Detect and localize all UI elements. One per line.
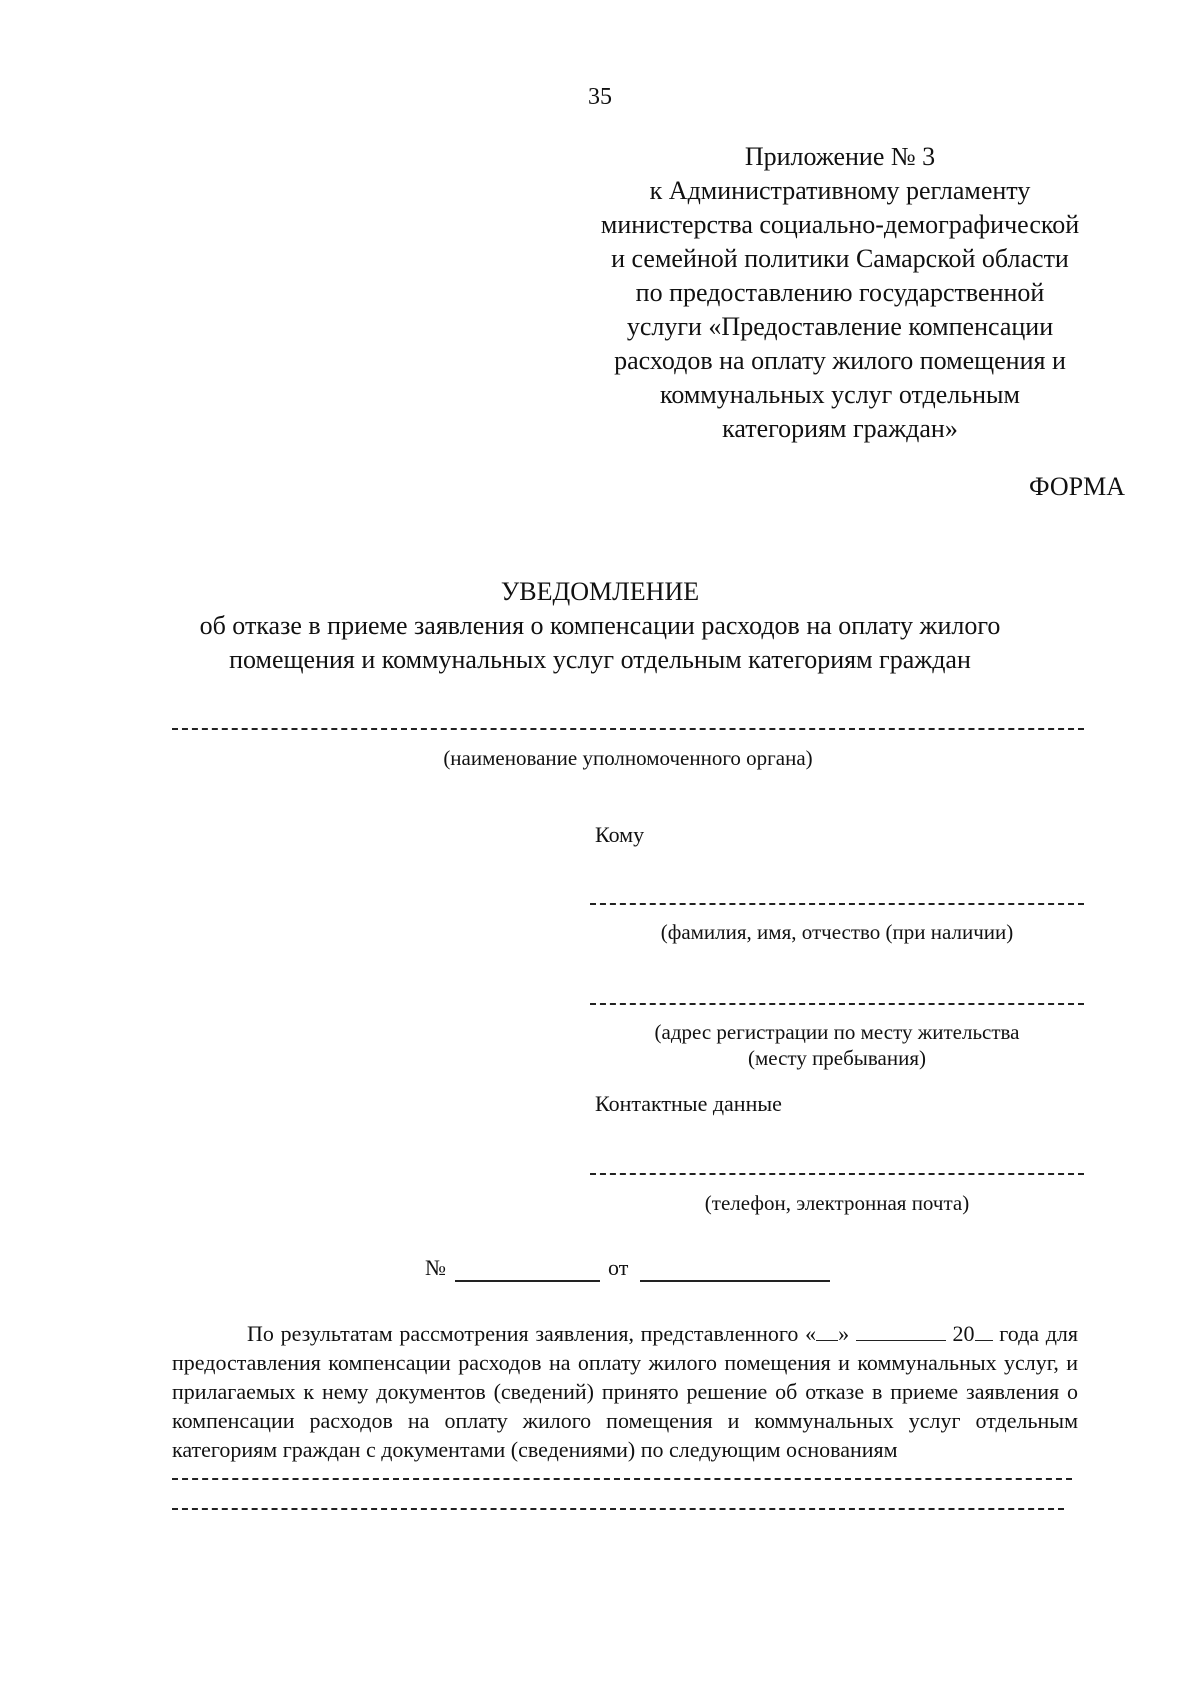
body-text-part: 20	[952, 1321, 975, 1346]
to-label: Кому	[595, 822, 645, 847]
address-caption-line1: (адрес регистрации по месту жительства	[654, 1020, 1020, 1044]
year-blank[interactable]	[975, 1318, 993, 1341]
reason-line[interactable]	[172, 1508, 1064, 1510]
address-caption-line2: (месту пребывания)	[747, 1046, 927, 1070]
appendix-line: по предоставлению государственной	[635, 278, 1045, 307]
fio-line[interactable]	[590, 903, 1084, 905]
from-label: от	[608, 1255, 629, 1280]
appendix-line: к Административному регламенту	[649, 176, 1031, 205]
appendix-line: коммунальных услуг отдельным	[660, 380, 1020, 409]
authority-caption: (наименование уполномоченного органа)	[443, 746, 813, 770]
notice-heading: УВЕДОМЛЕНИЕ	[500, 577, 700, 606]
appendix-line: расходов на оплату жилого помещения и	[614, 346, 1066, 375]
appendix-line: и семейной политики Самарской области	[611, 244, 1069, 273]
page-number: 35	[588, 84, 612, 110]
appendix-line: Приложение № 3	[744, 142, 936, 171]
contacts-line[interactable]	[590, 1173, 1084, 1175]
appendix-line: услуги «Предоставление компенсации	[626, 312, 1054, 341]
body-paragraph	[172, 1318, 1078, 1464]
authority-name-line[interactable]	[172, 728, 1084, 730]
reason-line[interactable]	[172, 1478, 1072, 1480]
number-sign: №	[425, 1255, 446, 1280]
month-blank[interactable]	[856, 1318, 946, 1341]
date-line[interactable]	[640, 1280, 830, 1282]
notice-subtitle-line: об отказе в приеме заявления о компенсации расходов на оплату жилого	[199, 611, 1001, 640]
form-label: ФОРМА	[1029, 472, 1125, 501]
day-blank[interactable]	[816, 1318, 838, 1341]
contacts-caption: (телефон, электронная почта)	[704, 1191, 970, 1215]
fio-caption: (фамилия, имя, отчество (при наличии)	[660, 920, 1014, 944]
notice-title	[150, 575, 1050, 677]
address-line[interactable]	[590, 1003, 1084, 1005]
appendix-block	[560, 140, 1120, 446]
body-text-part: По результатам рассмотрения заявления, представленного «	[247, 1321, 817, 1346]
body-text-part: »	[838, 1321, 850, 1346]
notice-subtitle-line: помещения и коммунальных услуг отдельным категориям граждан	[229, 645, 971, 674]
contacts-label: Контактные данные	[595, 1091, 782, 1116]
body-text-part: года для предоставления компенсации расходов на оплату жилого помещения и коммунальных услуг, и прилагаемых к нему документов (сведений) принято решение об отказе в приеме заявления о компенсации расходов на оплату жилого помещения и коммунальных услуг отдельным категориям граждан с документами (сведениями) по следующим основаниям	[172, 1321, 1079, 1462]
appendix-line: министерства социально-демографической	[600, 210, 1080, 239]
number-line[interactable]	[455, 1280, 600, 1282]
appendix-line: категориям граждан»	[722, 414, 958, 443]
